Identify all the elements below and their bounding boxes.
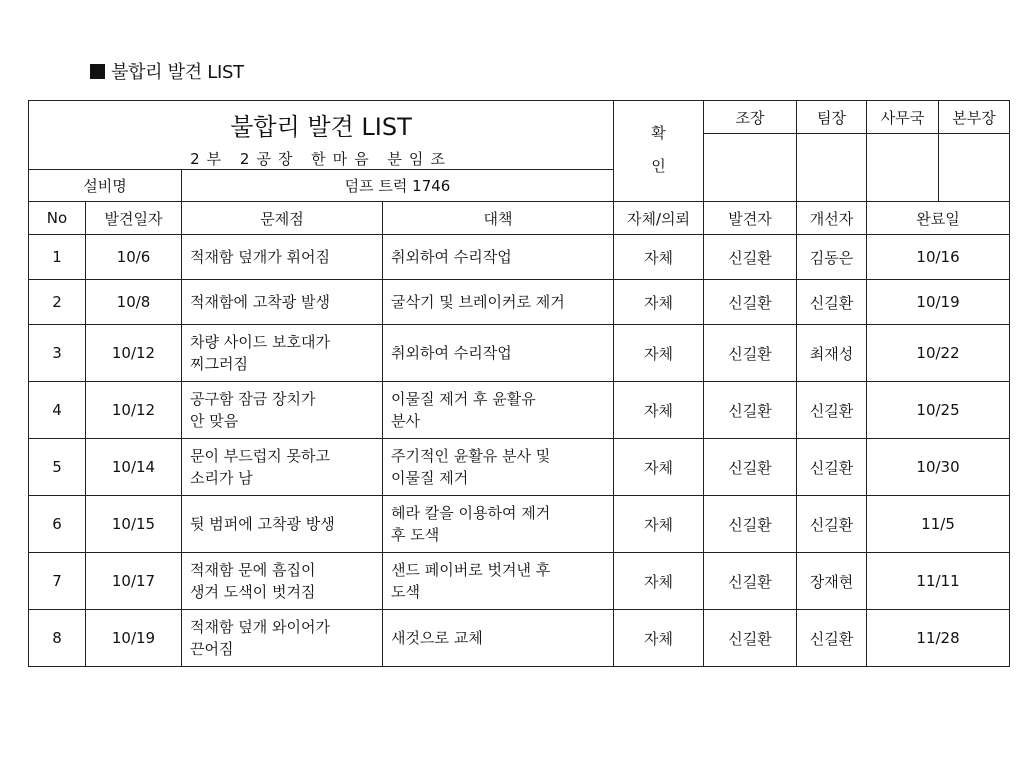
row-date: 10/6 <box>86 235 182 280</box>
table-row <box>29 439 1010 496</box>
row-improver: 신길환 <box>797 610 867 667</box>
col-header-improver: 개선자 <box>797 202 867 235</box>
row-date: 10/17 <box>86 553 182 610</box>
row-finder: 신길환 <box>704 496 797 553</box>
row-no: 6 <box>29 496 86 553</box>
page-heading-text: 불합리 발견 LIST <box>111 62 244 83</box>
row-date: 10/15 <box>86 496 182 553</box>
row-no: 1 <box>29 235 86 280</box>
row-action-line: 도색 <box>391 583 420 601</box>
confirm-label-top: 확 <box>651 124 666 142</box>
row-action-line: 샌드 페이버로 벗겨낸 후 <box>391 561 551 579</box>
row-problem <box>182 280 383 325</box>
row-improver: 신길환 <box>797 496 867 553</box>
table-row <box>29 382 1010 439</box>
row-problem-line: 적재함 덮개 와이어가 <box>190 618 330 636</box>
col-header-date: 발견일자 <box>86 202 182 235</box>
approval-sign-team-lead[interactable] <box>797 134 867 202</box>
row-action-line: 분사 <box>391 412 420 430</box>
row-improver: 신길환 <box>797 382 867 439</box>
col-header-action: 대책 <box>383 202 614 235</box>
row-action <box>383 382 614 439</box>
col-header-finder: 발견자 <box>704 202 797 235</box>
row-problem-line: 끈어짐 <box>190 640 234 658</box>
row-problem <box>182 325 383 382</box>
col-header-problem: 문제점 <box>182 202 383 235</box>
row-improver: 신길환 <box>797 439 867 496</box>
row-action <box>383 439 614 496</box>
row-problem-line: 찌그러짐 <box>190 355 248 373</box>
equipment-label: 설비명 <box>29 170 182 202</box>
table-row <box>29 325 1010 382</box>
table-subtitle: 2부 2공장 한마음 분임조 <box>190 150 452 168</box>
row-action-line: 헤라 칼을 이용하여 제거 <box>391 504 551 522</box>
row-improver: 장재현 <box>797 553 867 610</box>
row-action <box>383 325 614 382</box>
row-no: 7 <box>29 553 86 610</box>
row-type: 자체 <box>614 553 704 610</box>
approval-sign-director[interactable] <box>939 134 1010 202</box>
row-type: 자체 <box>614 382 704 439</box>
row-problem <box>182 553 383 610</box>
page-heading <box>90 58 244 84</box>
row-problem <box>182 382 383 439</box>
confirm-label-bottom: 인 <box>651 157 666 175</box>
row-date: 10/14 <box>86 439 182 496</box>
row-finder: 신길환 <box>704 553 797 610</box>
row-no: 8 <box>29 610 86 667</box>
row-date: 10/12 <box>86 382 182 439</box>
row-action <box>383 610 614 667</box>
table-row <box>29 610 1010 667</box>
row-done: 10/30 <box>867 439 1010 496</box>
row-type: 자체 <box>614 496 704 553</box>
table-row <box>29 553 1010 610</box>
row-finder: 신길환 <box>704 325 797 382</box>
approval-role-team-lead: 팀장 <box>797 101 867 134</box>
row-action <box>383 496 614 553</box>
row-problem <box>182 496 383 553</box>
row-done: 11/5 <box>867 496 1010 553</box>
row-finder: 신길환 <box>704 439 797 496</box>
row-type: 자체 <box>614 325 704 382</box>
row-problem-line: 소리가 남 <box>190 469 253 487</box>
row-action-line: 이물질 제거 <box>391 469 469 487</box>
row-type: 자체 <box>614 439 704 496</box>
row-finder: 신길환 <box>704 382 797 439</box>
row-date: 10/12 <box>86 325 182 382</box>
equipment-value: 덤프 트럭 1746 <box>182 170 614 202</box>
row-problem-line: 문이 부드럽지 못하고 <box>190 447 330 465</box>
row-done: 11/28 <box>867 610 1010 667</box>
row-improver: 신길환 <box>797 280 867 325</box>
row-problem-line: 적재함에 고착광 발생 <box>190 293 330 311</box>
approval-sign-leader[interactable] <box>704 134 797 202</box>
confirm-label-cell <box>614 101 704 202</box>
row-action-line: 굴삭기 및 브레이커로 제거 <box>391 293 565 311</box>
row-problem-line: 생겨 도색이 벗겨짐 <box>190 583 316 601</box>
row-date: 10/19 <box>86 610 182 667</box>
row-done: 10/25 <box>867 382 1010 439</box>
row-problem-line: 공구함 잠금 장치가 <box>190 390 316 408</box>
col-header-type: 자체/의뢰 <box>614 202 704 235</box>
row-no: 4 <box>29 382 86 439</box>
row-action-line: 후 도색 <box>391 526 440 544</box>
row-date: 10/8 <box>86 280 182 325</box>
row-action <box>383 280 614 325</box>
row-done: 10/16 <box>867 235 1010 280</box>
approval-role-director: 본부장 <box>939 101 1010 134</box>
row-action-line: 이물질 제거 후 윤활유 <box>391 390 536 408</box>
col-header-no: No <box>29 202 86 235</box>
row-type: 자체 <box>614 610 704 667</box>
row-finder: 신길환 <box>704 235 797 280</box>
approval-sign-office[interactable] <box>867 134 939 202</box>
row-problem-line: 적재함 문에 흠집이 <box>190 561 316 579</box>
row-problem-line: 차량 사이드 보호대가 <box>190 333 330 351</box>
row-type: 자체 <box>614 235 704 280</box>
row-no: 5 <box>29 439 86 496</box>
row-type: 자체 <box>614 280 704 325</box>
row-problem <box>182 610 383 667</box>
approval-role-leader: 조장 <box>704 101 797 134</box>
row-action-line: 주기적인 윤활유 분사 및 <box>391 447 551 465</box>
row-done: 10/22 <box>867 325 1010 382</box>
row-action-line: 취외하여 수리작업 <box>391 248 512 266</box>
defect-list-table <box>28 100 1010 667</box>
row-problem <box>182 235 383 280</box>
table-row <box>29 280 1010 325</box>
row-finder: 신길환 <box>704 610 797 667</box>
row-done: 10/19 <box>867 280 1010 325</box>
row-action <box>383 235 614 280</box>
table-title: 불합리 발견 LIST <box>230 113 412 141</box>
row-done: 11/11 <box>867 553 1010 610</box>
row-problem-line: 뒷 범퍼에 고착광 방생 <box>190 515 335 533</box>
row-no: 2 <box>29 280 86 325</box>
row-action-line: 새것으로 교체 <box>391 629 483 647</box>
row-problem-line: 적재함 덮개가 휘어짐 <box>190 248 330 266</box>
approval-role-office: 사무국 <box>867 101 939 134</box>
row-finder: 신길환 <box>704 280 797 325</box>
square-bullet-icon <box>90 64 105 79</box>
row-action-line: 취외하여 수리작업 <box>391 344 512 362</box>
row-improver: 최재성 <box>797 325 867 382</box>
row-action <box>383 553 614 610</box>
table-row <box>29 496 1010 553</box>
col-header-done: 완료일 <box>867 202 1010 235</box>
row-no: 3 <box>29 325 86 382</box>
row-problem <box>182 439 383 496</box>
row-problem-line: 안 맞음 <box>190 412 239 430</box>
table-row <box>29 235 1010 280</box>
title-cell <box>29 101 614 170</box>
row-improver: 김동은 <box>797 235 867 280</box>
